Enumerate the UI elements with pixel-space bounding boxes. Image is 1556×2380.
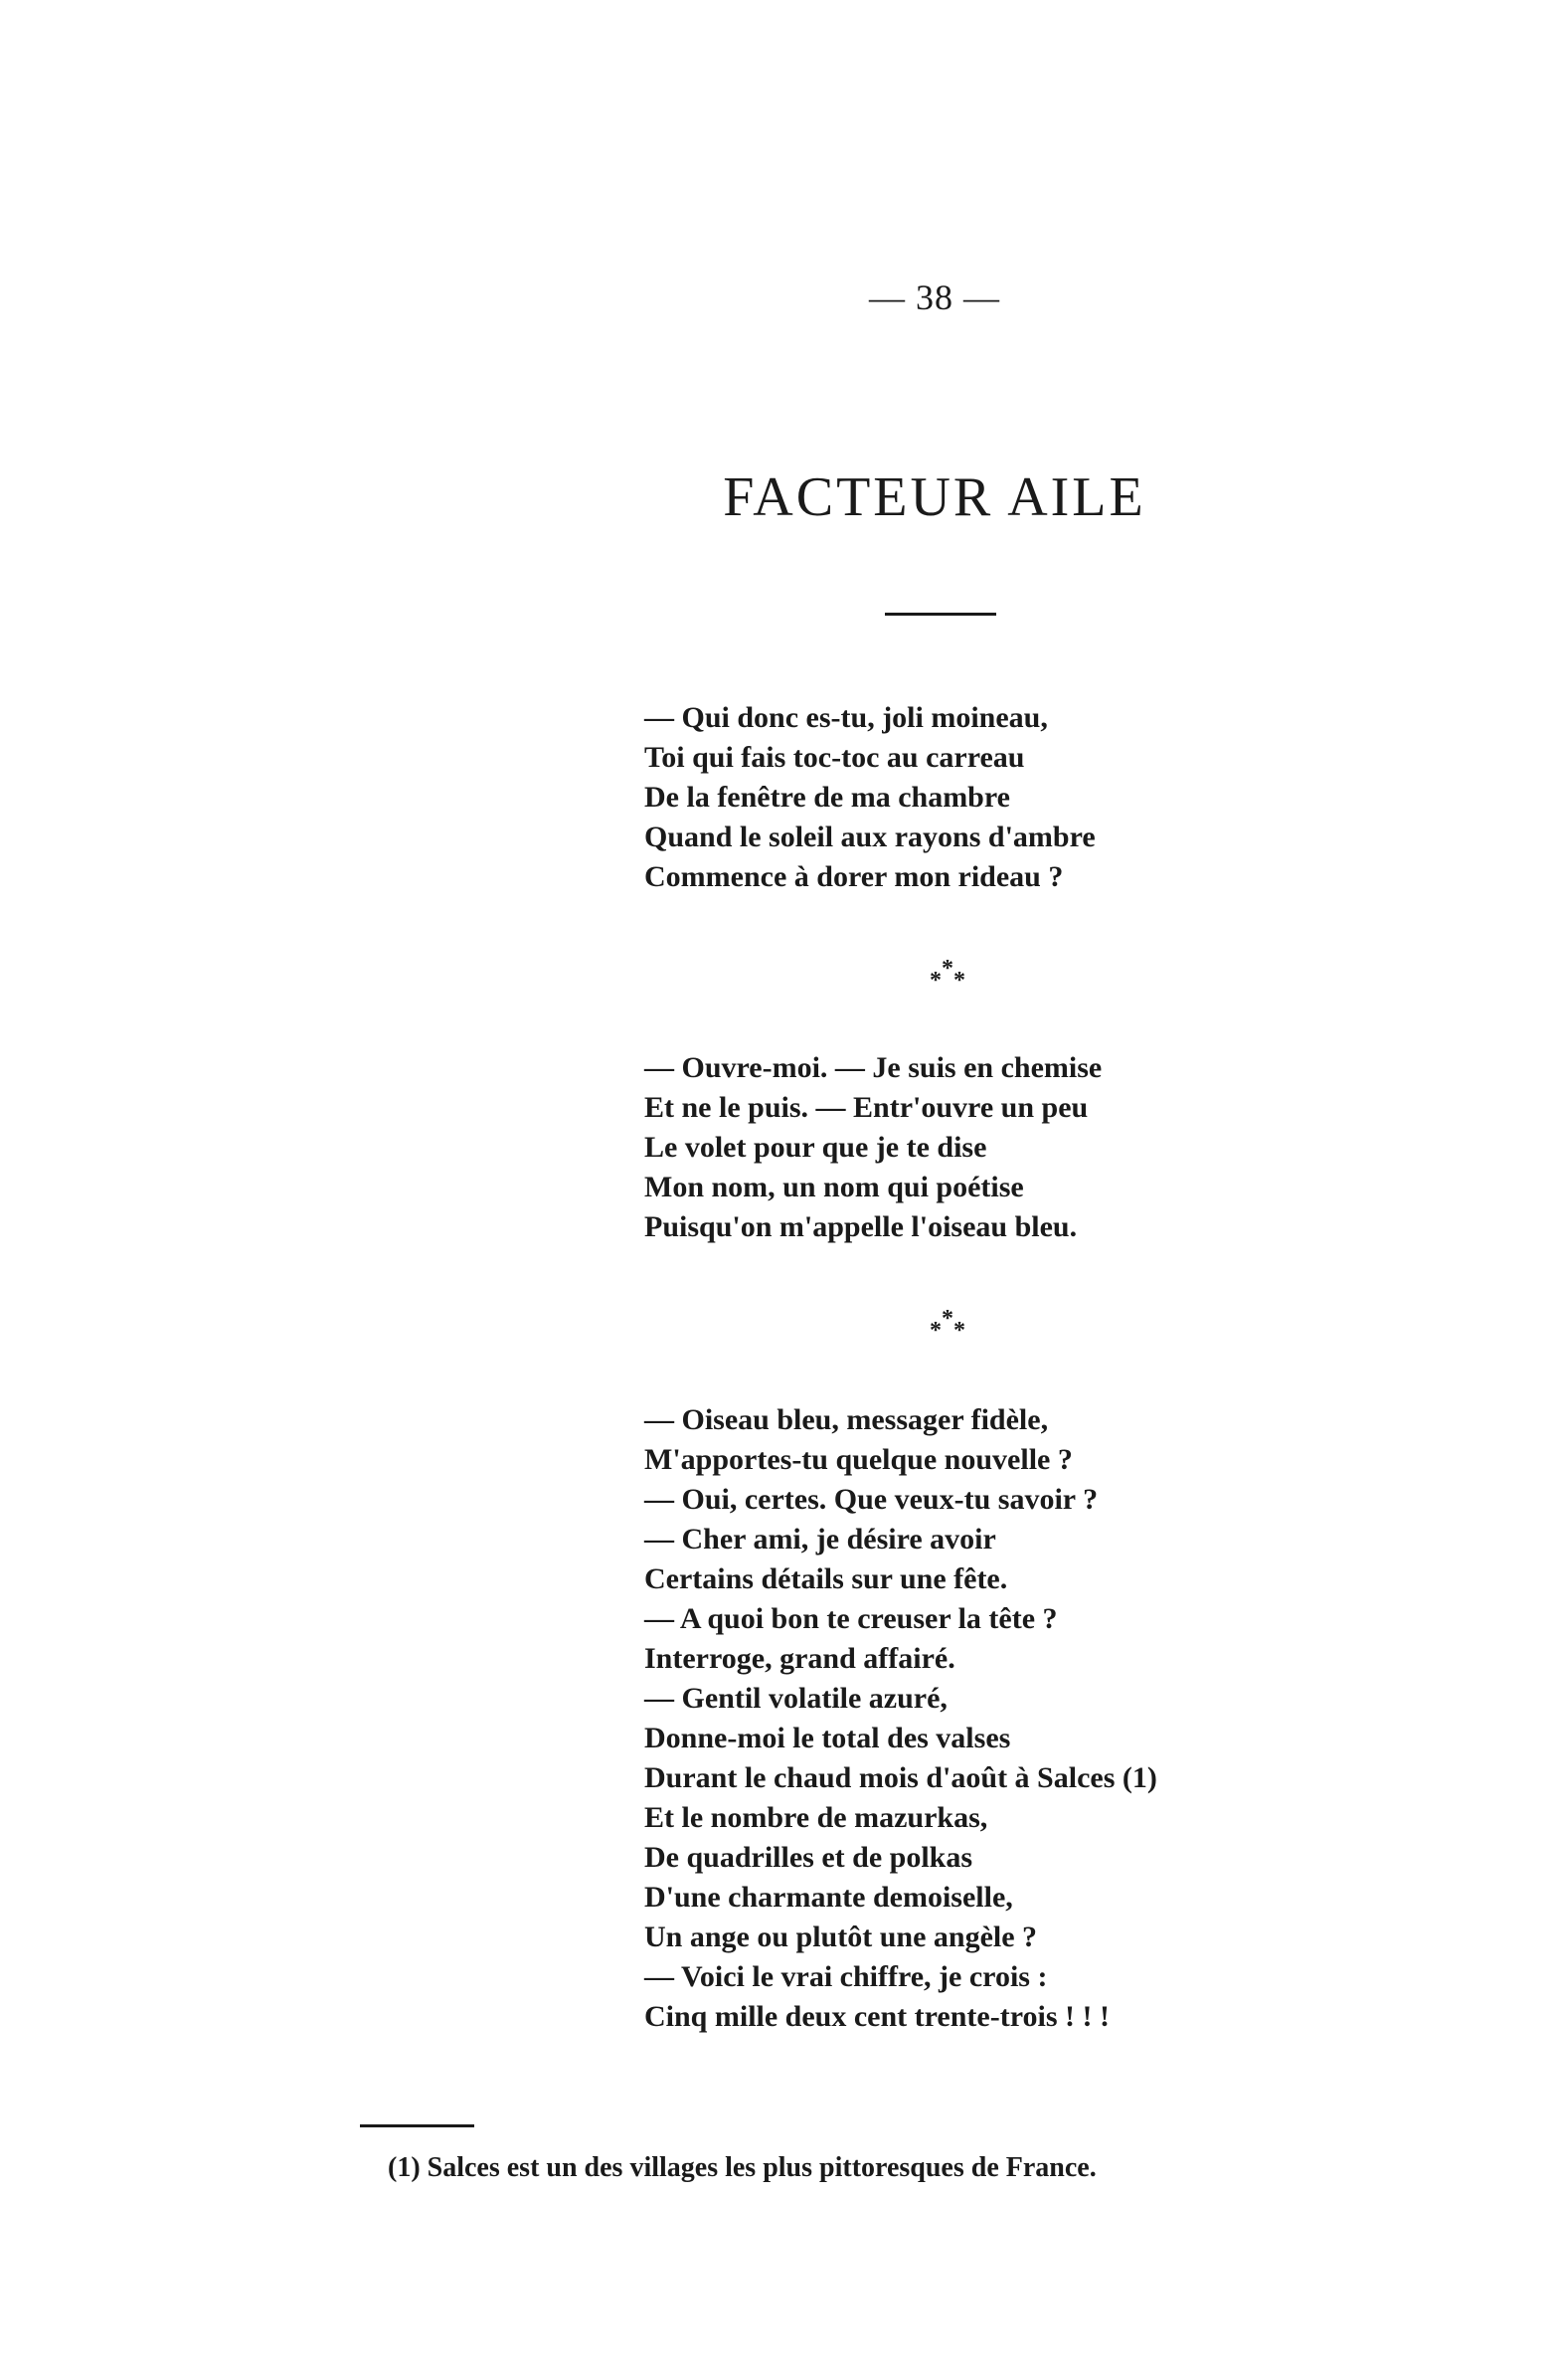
verse-line: M'apportes-tu quelque nouvelle ? (644, 1443, 1073, 1476)
asterisk-icon: * (953, 1318, 965, 1344)
asterism-divider (920, 957, 979, 997)
verse-line: Puisqu'on m'appelle l'oiseau bleu. (644, 1210, 1078, 1243)
verse-line: — Qui donc es-tu, joli moineau, (644, 701, 1048, 734)
verse-line: De quadrilles et de polkas (644, 1841, 973, 1874)
stanza-3 (644, 1400, 1157, 2037)
title-divider (885, 613, 996, 616)
asterism-divider (920, 1307, 979, 1347)
verse-line: Cinq mille deux cent trente-trois ! ! ! (644, 2000, 1110, 2033)
verse-line: Un ange ou plutôt une angèle ? (644, 1921, 1038, 1953)
verse-line: Durant le chaud mois d'août à Salces (1) (644, 1761, 1157, 1794)
verse-line: Commence à dorer mon rideau ? (644, 860, 1064, 893)
asterisk-icon: * (942, 1306, 953, 1332)
page-number: — 38 — (869, 277, 1000, 317)
verse-line: Certains détails sur une fête. (644, 1562, 1008, 1595)
footnote: (1) Salces est un des villages les plus pittoresques de France. (388, 2152, 1097, 2183)
stanza-2 (644, 1048, 1102, 1247)
stanza-1 (644, 698, 1096, 897)
verse-line: — Ouvre-moi. — Je suis en chemise (644, 1051, 1103, 1084)
asterisk-icon: * (942, 956, 953, 982)
verse-line: — Oui, certes. Que veux-tu savoir ? (644, 1483, 1099, 1516)
verse-line: Et le nombre de mazurkas, (644, 1801, 988, 1834)
verse-line: Le volet pour que je te dise (644, 1131, 987, 1164)
verse-line: Et ne le puis. — Entr'ouvre un peu (644, 1091, 1089, 1124)
asterisk-icon: * (953, 968, 965, 994)
asterisk-icon: * (930, 1318, 942, 1344)
verse-line: Donne-moi le total des valses (644, 1722, 1011, 1754)
verse-line: Quand le soleil aux rayons d'ambre (644, 821, 1096, 853)
verse-line: — A quoi bon te creuser la tête ? (644, 1602, 1058, 1635)
footnote-divider (360, 2124, 474, 2127)
verse-line: D'une charmante demoiselle, (644, 1881, 1013, 1914)
verse-line: Toi qui fais toc-toc au carreau (644, 741, 1025, 774)
verse-line: — Oiseau bleu, messager fidèle, (644, 1403, 1049, 1436)
verse-line: — Cher ami, je désire avoir (644, 1523, 996, 1556)
verse-line: — Voici le vrai chiffre, je crois : (644, 1960, 1048, 1993)
verse-line: — Gentil volatile azuré, (644, 1682, 948, 1715)
poem-title: FACTEUR AILE (723, 466, 1146, 528)
asterisk-icon: * (930, 968, 942, 994)
verse-line: Mon nom, un nom qui poétise (644, 1171, 1024, 1203)
verse-line: De la fenêtre de ma chambre (644, 781, 1010, 814)
verse-line: Interroge, grand affairé. (644, 1642, 955, 1675)
